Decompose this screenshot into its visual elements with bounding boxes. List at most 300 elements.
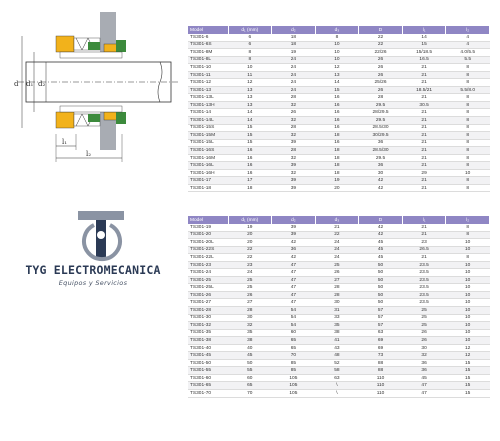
value-cell: 24 [315, 239, 359, 247]
value-cell: 8 [446, 184, 490, 192]
value-cell: 10 [446, 329, 490, 337]
value-cell: 50 [359, 284, 403, 292]
value-cell: 8 [446, 124, 490, 132]
value-cell: 50 [359, 261, 403, 269]
value-cell: 18 [315, 132, 359, 140]
table-row [188, 284, 490, 292]
value-cell: 42 [359, 184, 403, 192]
model-cell: TS301-30 [188, 314, 228, 322]
value-cell: 18 [315, 154, 359, 162]
value-cell: 39 [272, 177, 316, 185]
value-cell: 69 [359, 337, 403, 345]
table-row [188, 124, 490, 132]
value-cell: 6 [228, 41, 272, 49]
model-cell: TS301-40 [188, 344, 228, 352]
tyg-logo-icon [60, 205, 150, 265]
value-cell: 25 [228, 284, 272, 292]
model-cell: TS301-13H [188, 101, 228, 109]
value-cell: 42 [359, 177, 403, 185]
value-cell: 28 [272, 124, 316, 132]
table-row [188, 382, 490, 390]
value-cell: 24 [315, 254, 359, 262]
value-cell: 57 [359, 322, 403, 330]
value-cell: 14 [228, 109, 272, 117]
value-cell: 8 [446, 162, 490, 170]
value-cell: 28 [272, 94, 316, 102]
value-cell: 39 [272, 184, 316, 192]
model-cell: TS301-19 [188, 224, 228, 231]
value-cell: 18 [315, 147, 359, 155]
value-cell: 15 [402, 41, 446, 49]
model-cell: TS301-16S [188, 147, 228, 155]
value-cell: 19 [272, 49, 316, 57]
model-cell: TS301-28 [188, 307, 228, 315]
value-cell: 32 [272, 132, 316, 140]
value-cell: 28 [359, 94, 403, 102]
table-row [188, 246, 490, 254]
value-cell: 54 [272, 307, 316, 315]
table-row [188, 162, 490, 170]
value-cell: 5.5 [446, 56, 490, 64]
value-cell: 8 [446, 117, 490, 125]
table-row [188, 322, 490, 330]
value-cell: 21 [402, 79, 446, 87]
value-cell: 10 [446, 239, 490, 247]
value-cell: 22 [228, 246, 272, 254]
model-cell: TS301-11 [188, 71, 228, 79]
column-header: l₂ [446, 26, 490, 34]
table-row [188, 367, 490, 375]
model-cell: TS301-32 [188, 322, 228, 330]
value-cell: 10 [228, 64, 272, 72]
value-cell: 47 [272, 261, 316, 269]
value-cell: 50 [359, 291, 403, 299]
model-cell: TS301-8L [188, 56, 228, 64]
value-cell: 42 [272, 254, 316, 262]
model-cell: TS301-20 [188, 231, 228, 239]
value-cell: 27 [315, 276, 359, 284]
column-header: Model [188, 26, 228, 34]
value-cell: 16 [315, 124, 359, 132]
value-cell: 65 [272, 337, 316, 345]
value-cell: 13 [315, 71, 359, 79]
value-cell: 50 [359, 299, 403, 307]
model-cell: TS301-26 [188, 291, 228, 299]
value-cell: 8 [228, 56, 272, 64]
value-cell: 30.5 [402, 101, 446, 109]
value-cell: 8 [446, 71, 490, 79]
value-cell: 4.0/5.5 [446, 49, 490, 57]
table-row [188, 132, 490, 140]
value-cell: 8 [446, 64, 490, 72]
value-cell: 110 [359, 374, 403, 382]
value-cell: 8 [446, 94, 490, 102]
value-cell: 22 [315, 231, 359, 239]
value-cell: 24 [272, 86, 316, 94]
table-row [188, 314, 490, 322]
column-header: l₂ [446, 216, 490, 224]
value-cell: 36 [402, 367, 446, 375]
value-cell: 12 [446, 344, 490, 352]
value-cell: 18 [315, 169, 359, 177]
value-cell: 110 [359, 390, 403, 398]
model-cell: TS301-60 [188, 374, 228, 382]
model-cell: TS301-55 [188, 367, 228, 375]
value-cell: 16 [315, 94, 359, 102]
dim-label-l2: l₂ [86, 150, 92, 158]
table-row [188, 101, 490, 109]
value-cell: 10 [446, 284, 490, 292]
value-cell: 21 [402, 231, 446, 239]
value-cell: 70 [228, 390, 272, 398]
value-cell: 32 [272, 117, 316, 125]
value-cell: 11 [228, 71, 272, 79]
value-cell: 35 [228, 329, 272, 337]
value-cell: 8 [446, 79, 490, 87]
model-cell: TS301-14L [188, 117, 228, 125]
value-cell: 25 [402, 307, 446, 315]
value-cell: 21 [402, 132, 446, 140]
value-cell: 50 [359, 269, 403, 277]
value-cell: \ [315, 390, 359, 398]
model-cell: TS301-70 [188, 390, 228, 398]
model-cell: TS301-65 [188, 382, 228, 390]
value-cell: 45 [228, 352, 272, 360]
value-cell: 8 [315, 34, 359, 41]
value-cell: 10 [446, 246, 490, 254]
value-cell: 50 [359, 276, 403, 284]
model-cell: TS301-12 [188, 79, 228, 87]
value-cell: 8 [228, 49, 272, 57]
value-cell: 10 [446, 322, 490, 330]
column-header: d₁ (mm) [228, 26, 272, 34]
value-cell: 13 [228, 94, 272, 102]
value-cell: 21 [402, 177, 446, 185]
model-cell: TS301-16H [188, 169, 228, 177]
model-cell: TS301-14 [188, 109, 228, 117]
column-header: d₃ [315, 26, 359, 34]
value-cell: 28/29.5 [359, 109, 403, 117]
value-cell: 8 [446, 254, 490, 262]
value-cell: 6 [228, 34, 272, 41]
value-cell: 4 [446, 41, 490, 49]
value-cell: 30 [359, 169, 403, 177]
model-cell: TS301-35 [188, 329, 228, 337]
table-row [188, 71, 490, 79]
table-row [188, 344, 490, 352]
dim-label-d1: d₁ [26, 80, 34, 88]
value-cell: 38 [228, 337, 272, 345]
value-cell: 8 [446, 231, 490, 239]
column-header: d₂ [272, 216, 316, 224]
value-cell: 19 [315, 177, 359, 185]
table-row [188, 239, 490, 247]
value-cell: 57 [359, 307, 403, 315]
model-cell: TS301-27 [188, 299, 228, 307]
table-row [188, 231, 490, 239]
value-cell: 36 [402, 359, 446, 367]
value-cell: 16 [315, 117, 359, 125]
model-cell: TS301-22S [188, 246, 228, 254]
value-cell: 24 [272, 64, 316, 72]
value-cell: 110 [359, 382, 403, 390]
value-cell: 39 [272, 139, 316, 147]
value-cell: 5.5/8.0 [446, 86, 490, 94]
model-cell: TS301-6 [188, 34, 228, 41]
value-cell: 13 [228, 101, 272, 109]
value-cell: 63 [315, 374, 359, 382]
value-cell: 48 [315, 352, 359, 360]
value-cell: 42 [359, 224, 403, 231]
value-cell: 85 [272, 359, 316, 367]
value-cell: 30/29.5 [359, 132, 403, 140]
value-cell: 10 [446, 307, 490, 315]
value-cell: 23.5 [402, 276, 446, 284]
value-cell: 33 [315, 314, 359, 322]
value-cell: 22 [359, 34, 403, 41]
value-cell: 15/18.5 [402, 49, 446, 57]
value-cell: 10 [315, 49, 359, 57]
column-header: D [359, 216, 403, 224]
table-row [188, 307, 490, 315]
value-cell: 30 [228, 314, 272, 322]
value-cell: 28.5/30 [359, 147, 403, 155]
value-cell: 58 [315, 367, 359, 375]
value-cell: 26 [228, 291, 272, 299]
value-cell: 21 [402, 124, 446, 132]
table-row [188, 390, 490, 398]
value-cell: 8 [446, 139, 490, 147]
column-header: d₃ [315, 216, 359, 224]
value-cell: 40 [228, 344, 272, 352]
value-cell: 18 [315, 162, 359, 170]
value-cell: 25 [402, 322, 446, 330]
model-cell: TS301-50 [188, 359, 228, 367]
value-cell: 24 [272, 71, 316, 79]
table-row [188, 147, 490, 155]
value-cell: 21 [402, 154, 446, 162]
value-cell: 23.5 [402, 291, 446, 299]
value-cell: 39 [272, 231, 316, 239]
model-cell: TS301-20L [188, 239, 228, 247]
value-cell: 15 [446, 374, 490, 382]
value-cell: 8 [446, 109, 490, 117]
value-cell: 60 [272, 329, 316, 337]
model-cell: TS301-15S [188, 124, 228, 132]
value-cell: 26 [359, 56, 403, 64]
value-cell: 15 [446, 382, 490, 390]
value-cell: 20 [315, 184, 359, 192]
value-cell: 28 [315, 291, 359, 299]
value-cell: 21 [315, 224, 359, 231]
value-cell: 88 [359, 359, 403, 367]
value-cell: 63 [359, 329, 403, 337]
dim-label-l1: l₁ [62, 138, 68, 146]
value-cell: 21 [402, 147, 446, 155]
value-cell: 65 [272, 344, 316, 352]
value-cell: 21 [402, 139, 446, 147]
table-row [188, 261, 490, 269]
value-cell: 18.5/21 [402, 86, 446, 94]
table-row [188, 337, 490, 345]
value-cell: 24 [228, 269, 272, 277]
value-cell: 23 [228, 261, 272, 269]
value-cell: 8 [446, 132, 490, 140]
value-cell: 24 [315, 246, 359, 254]
value-cell: 50 [228, 359, 272, 367]
table-row [188, 86, 490, 94]
value-cell: 36 [359, 162, 403, 170]
model-cell: TS301-23 [188, 261, 228, 269]
table-row [188, 177, 490, 185]
table-row [188, 94, 490, 102]
value-cell: 30 [402, 344, 446, 352]
value-cell: 32 [272, 169, 316, 177]
value-cell: 85 [272, 367, 316, 375]
table-row [188, 359, 490, 367]
value-cell: 16 [228, 147, 272, 155]
value-cell: 88 [359, 367, 403, 375]
value-cell: 19 [228, 224, 272, 231]
value-cell: 15 [446, 367, 490, 375]
value-cell: 25 [315, 261, 359, 269]
table-row [188, 224, 490, 231]
value-cell: 32 [272, 101, 316, 109]
value-cell: 41 [315, 337, 359, 345]
value-cell: 21 [402, 162, 446, 170]
model-cell: TS301-10 [188, 64, 228, 72]
model-cell: TS301-38 [188, 337, 228, 345]
value-cell: 10 [315, 41, 359, 49]
model-cell: TS301-16L [188, 162, 228, 170]
value-cell: 24 [272, 79, 316, 87]
value-cell: 4 [446, 34, 490, 41]
value-cell: 10 [446, 276, 490, 284]
column-header: l₁ [402, 216, 446, 224]
value-cell: 69 [359, 344, 403, 352]
value-cell: 21 [402, 94, 446, 102]
value-cell: 47 [272, 269, 316, 277]
table-row [188, 299, 490, 307]
table-row [188, 291, 490, 299]
model-cell: TS301-15M [188, 132, 228, 140]
value-cell: 23.5 [402, 284, 446, 292]
model-cell: TS301-25 [188, 276, 228, 284]
value-cell: 8 [446, 147, 490, 155]
value-cell: 73 [359, 352, 403, 360]
table-row [188, 109, 490, 117]
value-cell: 10 [446, 299, 490, 307]
value-cell: 20 [228, 239, 272, 247]
model-cell: TS301-6S [188, 41, 228, 49]
model-cell: TS301-15L [188, 139, 228, 147]
value-cell: 29.5 [359, 101, 403, 109]
table-row [188, 41, 490, 49]
value-cell: 16 [228, 169, 272, 177]
value-cell: 18 [228, 184, 272, 192]
value-cell: 25 [402, 314, 446, 322]
value-cell: 15 [228, 139, 272, 147]
value-cell: 21 [402, 117, 446, 125]
model-cell: TS301-18 [188, 184, 228, 192]
value-cell: 12 [228, 79, 272, 87]
value-cell: 43 [315, 344, 359, 352]
table-row [188, 79, 490, 87]
table-row [188, 56, 490, 64]
value-cell: 54 [272, 314, 316, 322]
value-cell: 36 [359, 139, 403, 147]
value-cell: 14 [228, 117, 272, 125]
model-cell: TS301-17 [188, 177, 228, 185]
table-row [188, 184, 490, 192]
table-row [188, 269, 490, 277]
value-cell: 65 [228, 382, 272, 390]
value-cell: 17 [228, 177, 272, 185]
value-cell: 28 [228, 307, 272, 315]
value-cell: 12 [446, 352, 490, 360]
value-cell: 21 [402, 71, 446, 79]
value-cell: 10 [315, 56, 359, 64]
table-header-row [188, 216, 490, 224]
table-row [188, 169, 490, 177]
value-cell: 26.5 [402, 246, 446, 254]
value-cell: 21 [402, 184, 446, 192]
value-cell: 32 [228, 322, 272, 330]
value-cell: 10 [446, 314, 490, 322]
model-cell: TS301-13L [188, 94, 228, 102]
table-row [188, 64, 490, 72]
value-cell: 31 [315, 307, 359, 315]
value-cell: 25 [228, 276, 272, 284]
value-cell: 10 [446, 169, 490, 177]
value-cell: 105 [272, 390, 316, 398]
table-row [188, 276, 490, 284]
model-cell: TS301-13 [188, 86, 228, 94]
value-cell: 29.5 [359, 117, 403, 125]
value-cell: 29.5 [359, 154, 403, 162]
table-row [188, 117, 490, 125]
value-cell: 45 [402, 374, 446, 382]
value-cell: 10 [446, 261, 490, 269]
value-cell: 15 [228, 132, 272, 140]
value-cell: 54 [272, 322, 316, 330]
value-cell: 12 [315, 64, 359, 72]
value-cell: 47 [272, 284, 316, 292]
column-header: Model [188, 216, 228, 224]
table-row [188, 154, 490, 162]
column-header: d₁ (mm) [228, 216, 272, 224]
value-cell: 23.5 [402, 269, 446, 277]
value-cell: \ [315, 382, 359, 390]
value-cell: 26 [359, 71, 403, 79]
column-header: d₂ [272, 26, 316, 34]
value-cell: 22 [359, 41, 403, 49]
value-cell: 21 [402, 64, 446, 72]
dim-label-d2: d [14, 80, 19, 88]
value-cell: 15 [446, 390, 490, 398]
value-cell: 105 [272, 382, 316, 390]
value-cell: 23.5 [402, 299, 446, 307]
model-cell: TS301-16M [188, 154, 228, 162]
value-cell: 22/26 [359, 49, 403, 57]
value-cell: 26 [359, 86, 403, 94]
value-cell: 45 [359, 246, 403, 254]
table-row [188, 254, 490, 262]
value-cell: 22 [228, 254, 272, 262]
value-cell: 8 [446, 101, 490, 109]
value-cell: 16 [315, 139, 359, 147]
value-cell: 32 [402, 352, 446, 360]
